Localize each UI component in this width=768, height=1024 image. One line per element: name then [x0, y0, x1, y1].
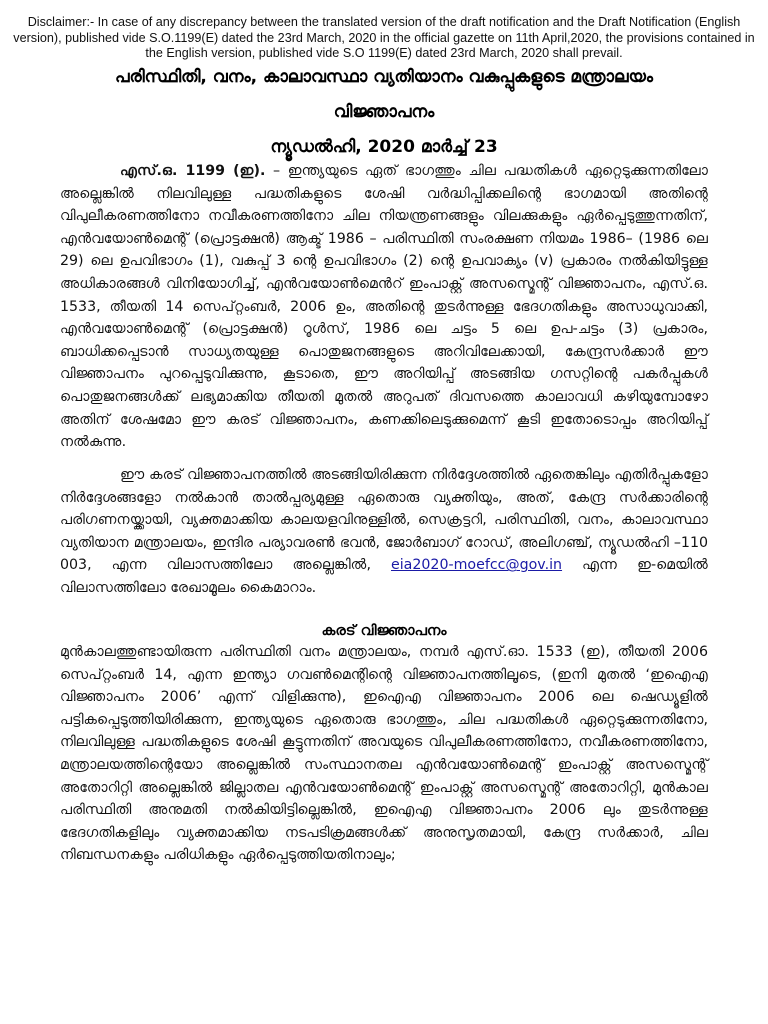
paragraph-1-body: – ഇന്ത്യയുടെ ഏത് ഭാഗത്തും ചില പദ്ധതികൾ ഏറ്റെടുക്കുന്നതിലോ അല്ലെങ്കിൽ നിലവിലുള്ള പദ്ധതികളുടെ ശേഷി വർദ്ധിപ്പിക്കലിന്റെ ഭാഗമായി അതിന്റെ വിപുലീകരണത്തിനോ നവീകരണത്തിനോ ചില നിയന്ത്രണങ്ങളും വിലക്കുകളും ഏർപ്പെടുത്തുന്നതിന്, എൻവയോൺമെന്റ് (പ്രൊട്ടക്ഷൻ) ആക്ട് 1986 – പരിസ്ഥിതി സംരക്ഷണ നിയമം 1986– (1986 ലെ 29) ലെ ഉപവിഭാഗം (1), വകുപ്പ് 3 ന്റെ ഉപവിഭാഗം (2) ന്റെ ഉപവാക്യം (v) പ്രകാരം നൽകിയിട്ടുള്ള അധികാരങ്ങൾ വിനിയോഗിച്ച്, എൻവയോൺമെൻറ് ഇംപാക്റ്റ് അസസ്മെന്റ് വിജ്ഞാപനം, എസ്.ഒ. 1533, തീയതി 14 സെപ്റ്റംബർ, 2006 ഉം, അതിന്റെ തുടർന്നുള്ള ഭേദഗതികളും അസാധുവാക്കി, എൻവയോൺമെന്റ് (പ്രൊട്ടക്ഷൻ) റൂൾസ്, 1986 ലെ ചട്ടം 5 ലെ ഉപ-ചട്ടം (3) പ്രകാരം, ബാധിക്കപ്പെടാൻ സാധ്യതയുള്ള പൊതുജനങ്ങളുടെ അറിവിലേക്കായി, കേന്ദ്രസർക്കാർ ഈ വിജ്ഞാപനം പുറപ്പെടുവിക്കുന്നു, കൂടാതെ, ഈ അറിയിപ്പ് അടങ്ങിയ ഗസറ്റിന്റെ പകർപ്പുകൾ പൊതുജനങ്ങൾക്ക് ലഭ്യമാക്കിയ തീയതി മുതൽ അറുപത് ദിവസത്തെ കാലാവധി കഴിയുമ്പോഴോ അതിന് ശേഷമോ ഈ കരട് വിജ്ഞാപനം, കണക്കിലെടുക്കുമെന്ന് കൂടി ഇതോടൊപ്പം അറിയിപ്പ് നൽകുന്നു. — [60, 163, 708, 451]
email-link[interactable]: eia2020-moefcc@gov.in — [391, 557, 563, 574]
paragraph-2-body-before: ഈ കരട് വിജ്ഞാപനത്തിൽ അടങ്ങിയിരിക്കുന്ന നിർദ്ദേശത്തിൽ ഏതെങ്കിലും എതിർപ്പുകളോ നിർദ്ദേശങ്ങളോ നൽകാൻ താൽപ്പര്യമുള്ള ഏതൊരു വ്യക്തിയും, അത്, കേന്ദ്ര സർക്കാരിന്റെ പരിഗണനയ്ക്കായി, വ്യക്തമാക്കിയ കാലയളവിനുള്ളിൽ, സെക്രട്ടറി, പരിസ്ഥിതി, വനം, കാലാവസ്ഥാ വ്യതിയാന മന്ത്രാലയം, ഇന്ദിര പര്യാവരൺ ഭവൻ, ജോർബാഗ് റോഡ്, അലിഗഞ്ച്, ന്യൂഡൽഹി –110 003, എന്ന വിലാസത്തിലോ അല്ലെങ്കിൽ, — [60, 467, 708, 574]
paragraph-2-body-after: എന്ന ഇ-മെയിൽ വിലാസത്തിലോ രേഖാമൂലം കൈമാറാം. — [60, 557, 708, 596]
ministry-heading: പരിസ്ഥിതി, വനം, കാലാവസ്ഥാ വ്യതിയാനം വകുപ്പുകളുടെ മന്ത്രാലയം — [114, 67, 654, 87]
order-number: എസ്.ഒ. 1199 (ഇ). — [120, 163, 266, 179]
paragraph-3: മുൻകാലത്തുണ്ടായിരുന്ന പരിസ്ഥിതി വനം മന്ത്രാലയം, നമ്പർ എസ്.ഓ. 1533 (ഇ), തീയതി 2006 സെപ്റ്റംബർ 14, എന്ന ഇന്ത്യാ ഗവൺമെന്റിന്റെ വിജ്ഞാപനത്തിലൂടെ, (ഇനി മുതൽ ‘ഇഐഎ വിജ്ഞാപനം 2006’ എന്ന് വിളിക്കുന്നു), ഇഐഎ വിജ്ഞാപനം 2006 ലെ ഷെഡ്യൂളിൽ പട്ടികപ്പെടുത്തിയിരിക്കുന്ന, ഇന്ത്യയുടെ ഏതൊരു ഭാഗത്തും, ചില പദ്ധതികൾ ഏറ്റെടുക്കുന്നതിനോ, നിലവിലുള്ള പദ്ധതികളുടെ ശേഷി കൂട്ടുന്നതിന് അവയുടെ വിപുലീകരണത്തിനോ, നവീകരണത്തിനോ, മന്ത്രാലയത്തിന്റെയോ അല്ലെങ്കിൽ സംസ്ഥാനതല എൻവയോൺമെന്റ് ഇംപാക്റ്റ് അസസ്മെന്റ് അതോറിറ്റി അല്ലെങ്കിൽ ജില്ലാതല എൻവയോൺമെന്റ് ഇംപാക്റ്റ് അസസ്മെന്റ് അതോറിറ്റി, മുൻകാല പരിസ്ഥിതി അനുമതി നൽകിയിട്ടില്ലെങ്കിൽ, ഇഐഎ വിജ്ഞാപനം 2006 ലും തുടർന്നുള്ള ഭേദഗതികളിലും വ്യക്തമാക്കിയ നടപടിക്രമങ്ങൾക്ക് അനുസൃതമായി, കേന്ദ്ര സർക്കാർ, ചില നിബന്ധനകളും പരിധികളും ഏർപ്പെടുത്തിയതിനാലും; — [60, 644, 708, 864]
paragraph-1 — [60, 160, 708, 454]
place-date-heading: ന്യൂഡൽഹി, 2020 മാർച്ച് 23 — [270, 137, 498, 157]
disclaimer-text: Disclaimer:- In case of any discrepancy between the translated version of the draft notification and the Draft Notification (English version), published vide S.O.1199(E) dated the 23rd March, 2020 in the official gazette on 11th April,2020, the provisions contained in the English version, published vide S.O 1199(E) dated 23rd March, 2020 shall prevail. — [13, 15, 755, 61]
draft-notification-heading: കരട് വിജ്ഞാപനം — [321, 623, 447, 639]
notification-heading: വിജ്ഞാപനം — [333, 102, 435, 122]
paragraph-2 — [60, 464, 708, 600]
